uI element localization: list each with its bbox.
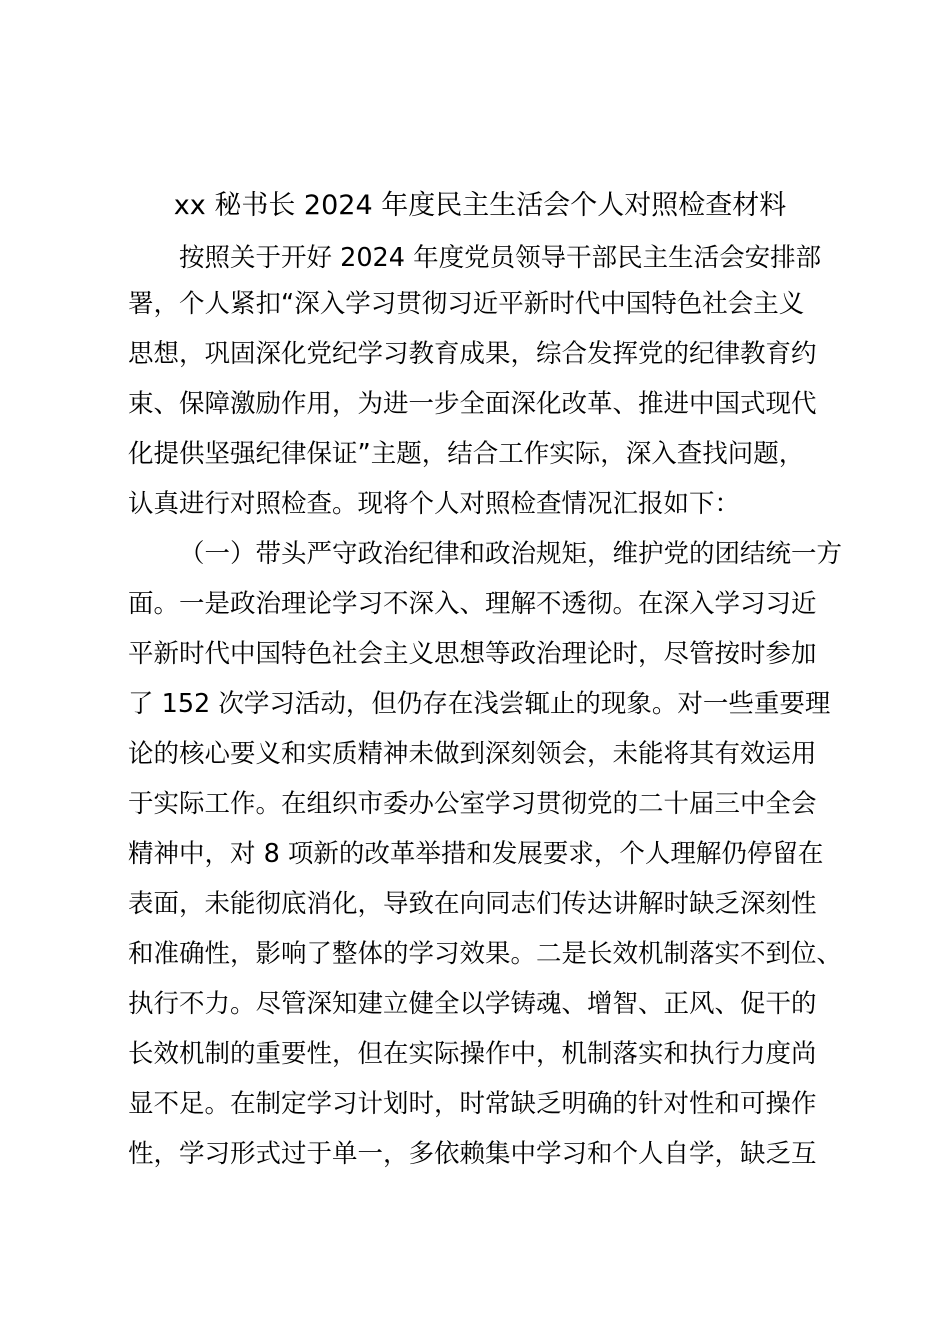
paragraph-line: 显不足。在制定学习计划时，时常缺乏明确的针对性和可操作 xyxy=(128,1089,817,1119)
paragraph-line: 了 152 次学习活动，但仍存在浅尝辄止的现象。对一些重要理 xyxy=(128,689,831,719)
paragraph-line: 思想，巩固深化党纪学习教育成果，综合发挥党的纪律教育约 xyxy=(128,339,817,369)
paragraph-line: 论的核心要义和实质精神未做到深刻领会，未能将其有效运用 xyxy=(128,739,817,769)
paragraph-line: 表面，未能彻底消化，导致在向同志们传达讲解时缺乏深刻性 xyxy=(128,889,817,919)
paragraph-line: （一）带头严守政治纪律和政治规矩，维护党的团结统一方 xyxy=(179,539,843,569)
paragraph-line: 于实际工作。在组织市委办公室学习贯彻党的二十届三中全会 xyxy=(128,789,817,819)
paragraph-line: 平新时代中国特色社会主义思想等政治理论时，尽管按时参加 xyxy=(128,639,817,669)
paragraph-line: 执行不力。尽管深知建立健全以学铸魂、增智、正风、促干的 xyxy=(128,989,817,1019)
paragraph-line: 长效机制的重要性，但在实际操作中，机制落实和执行力度尚 xyxy=(128,1039,817,1069)
paragraph-line: 和准确性，影响了整体的学习效果。二是长效机制落实不到位、 xyxy=(128,939,843,969)
paragraph-line: 性，学习形式过于单一，多依赖集中学习和个人自学，缺乏互 xyxy=(128,1139,817,1169)
document-title: xx 秘书长 2024 年度民主生活会个人对照检查材料 xyxy=(173,190,787,221)
paragraph-line: 精神中，对 8 项新的改革举措和发展要求，个人理解仍停留在 xyxy=(128,839,824,869)
paragraph-line: 面。一是政治理论学习不深入、理解不透彻。在深入学习习近 xyxy=(128,589,817,619)
paragraph-line: 化提供坚强纪律保证”主题，结合工作实际，深入查找问题， xyxy=(128,439,805,469)
paragraph-line: 束、保障激励作用，为进一步全面深化改革、推进中国式现代 xyxy=(128,389,817,419)
paragraph-line: 按照关于开好 2024 年度党员领导干部民主生活会安排部 xyxy=(179,243,822,273)
paragraph-line: 认真进行对照检查。现将个人对照检查情况汇报如下： xyxy=(128,489,741,519)
paragraph-line: 署，个人紧扣“深入学习贯彻习近平新时代中国特色社会主义 xyxy=(128,289,805,319)
